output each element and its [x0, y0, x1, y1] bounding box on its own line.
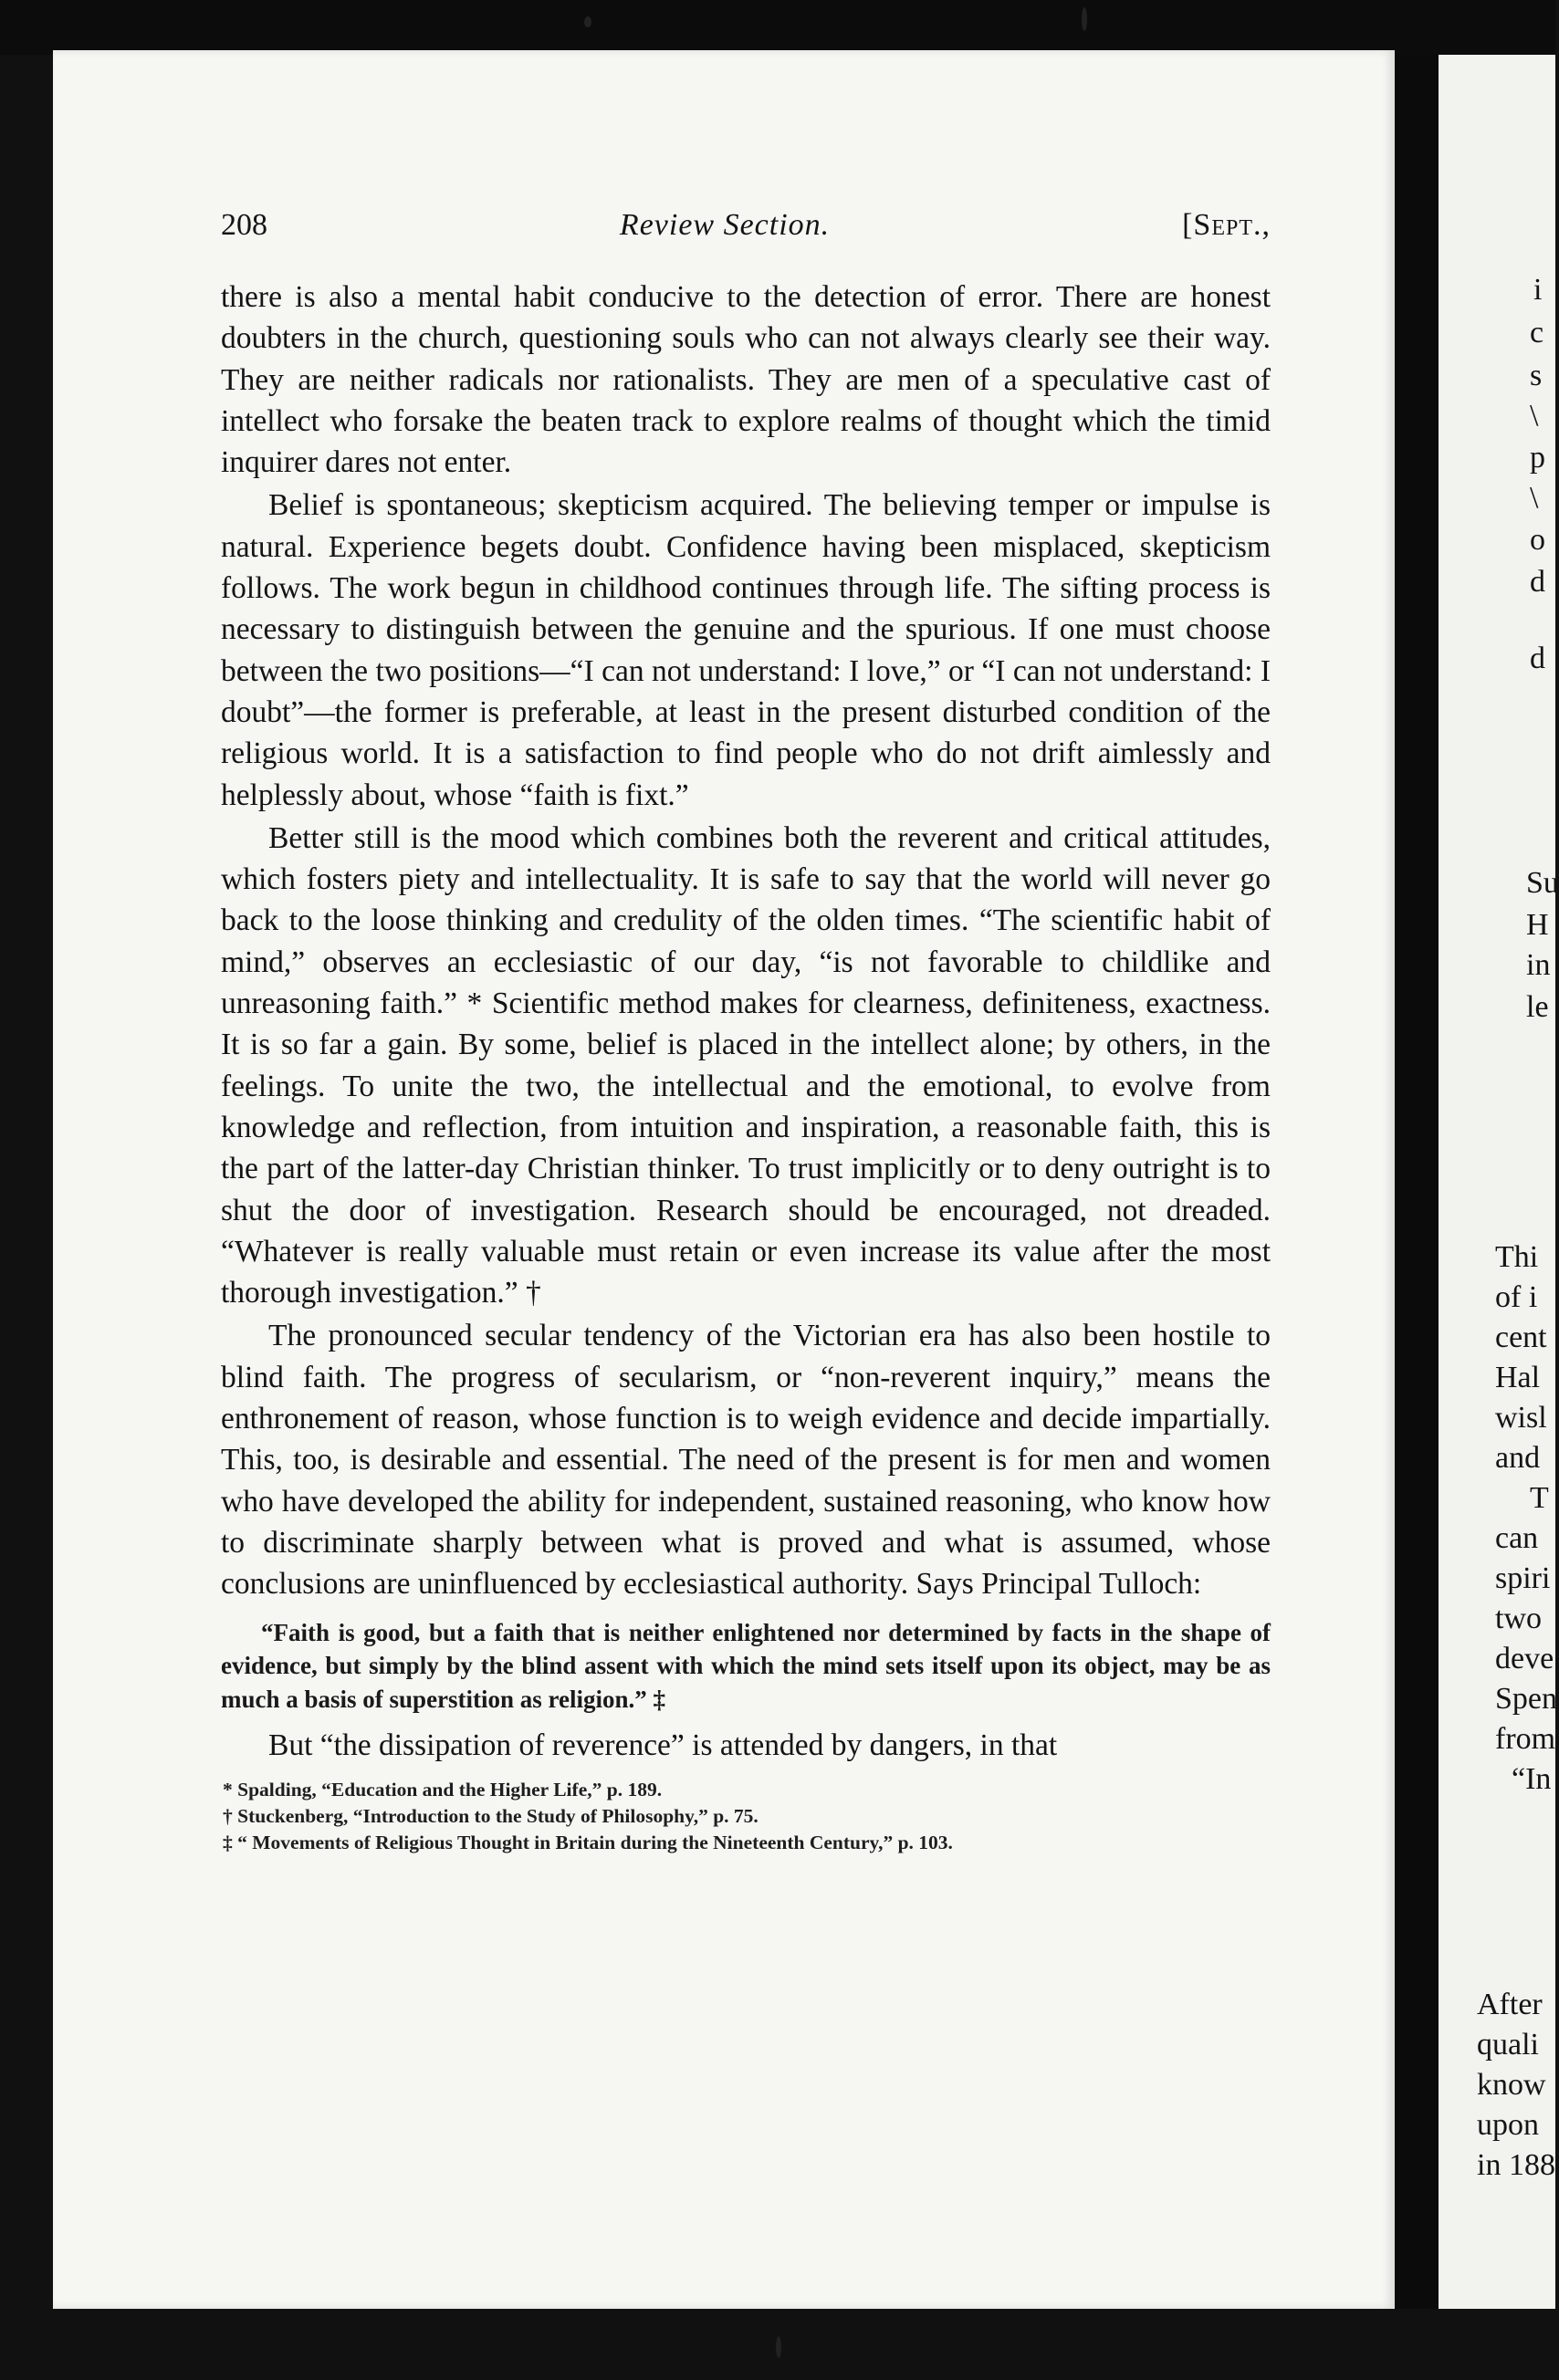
footnote: * Spalding, “Education and the Higher Life,” p. 189. [223, 1779, 663, 1801]
right-page-fragment: \ [1530, 399, 1539, 433]
right-page-fragment: in 188 [1477, 2148, 1555, 2182]
right-page-fragment: d [1530, 565, 1545, 599]
closing-line: But “the dissipation of reverence” is attended by dangers, in that [268, 1728, 1058, 1762]
right-page-fragment: in [1526, 948, 1551, 982]
scan-top-border [0, 0, 1555, 55]
right-page-fragment: spiri [1495, 1561, 1551, 1595]
right-page-partial [1439, 55, 1559, 2309]
right-page-fragment: Thi [1495, 1240, 1539, 1274]
right-page-fragment: two [1495, 1602, 1542, 1635]
right-page-fragment: Spen [1495, 1682, 1557, 1716]
book-spine-gutter [1395, 55, 1439, 2309]
right-page-fragment: know [1477, 2068, 1546, 2102]
section-title: Review Section. [619, 208, 831, 242]
page-number: 208 [221, 208, 267, 242]
scan-speck [1082, 7, 1087, 31]
running-head-month: [Sept., [1182, 208, 1271, 242]
right-page-fragment: “In [1512, 1762, 1552, 1796]
right-page-fragment: i [1533, 273, 1543, 307]
right-page-fragment: After [1477, 1988, 1543, 2021]
right-page-fragment: quali [1477, 2028, 1539, 2062]
right-page-fragment: c [1530, 316, 1544, 350]
page-text-block [221, 205, 1271, 1856]
right-page-fragment: T [1530, 1481, 1549, 1515]
right-page-fragment: p [1530, 441, 1545, 475]
right-page-fragment: of i [1495, 1280, 1538, 1314]
right-page-fragment: s [1530, 359, 1543, 392]
scan-speck [776, 2336, 781, 2358]
right-page-fragment: le [1526, 990, 1549, 1024]
right-page-fragment: \ [1530, 481, 1539, 515]
right-page-fragment: o [1530, 523, 1545, 557]
right-page-fragment: and [1495, 1441, 1541, 1475]
right-page-fragment: Hal [1495, 1361, 1541, 1394]
footnote: † Stuckenberg, “Introduction to the Study of Philosophy,” p. 75. [223, 1805, 759, 1828]
right-page-fragment: cent [1495, 1320, 1547, 1354]
right-page-fragment: upon [1477, 2108, 1539, 2142]
paragraph: The pronounced secular tendency of the Victorian era has also been hostile to blind faith. The progress of secularism, or “non-reverent inquiry,” means the enthronement of reason, whose function is to weigh evidence and decide impartially. This, too, is desirable and essential. The need of the present is for men and women who have developed the ability for independent, sustained reasoning, who know how to discriminate sharply between what is proved and what is assumed, whose conclusions are uninfluenced by ecclesiastical authority. Says Principal Tulloch: [221, 1319, 1271, 1602]
scan-speck [584, 16, 591, 27]
paragraph: Belief is spontaneous; skepticism acquired. The believing temper or impulse is natural. Experience begets doubt. Confidence having been misplaced, skepticism follows. The work begun in childhood continues through life. The sifting process is necessary to distinguish between the genuine and the spurious. If one must choose between the two positions—“I can not understand: I love,” or “I can not understand: I doubt”—the former is preferable, at least in the present disturbed condition of the religious world. It is a satisfaction to find people who do not drift aimlessly and helplessly about, whose “faith is fixt.” [221, 488, 1271, 812]
right-page-fragment: Su [1526, 866, 1559, 900]
right-page-fragment: can [1495, 1521, 1539, 1555]
block-quote: “Faith is good, but a faith that is neither enlightened nor determined by facts in the shape of evidence, but simply by the blind assent with which the mind sets itself upon its object, may be as much a basis of superstition as religion.” ‡ [221, 1618, 1271, 1713]
running-head [221, 205, 1271, 245]
paragraph: Better still is the mood which combines both the reverent and critical attitudes, which fosters piety and intellectuality. It is safe to say that the world will never go back to the loose thinking and credulity of the olden times. “The scientific habit of mind,” observes an ecclesiastic of our day, “is not favorable to childlike and unreasoning faith.” * Scientific method makes for clearness, definiteness, exactness. It is so far a gain. By some, belief is placed in the intellect alone; by others, in the feelings. To unite the two, the intellectual and the emotional, to evolve from knowledge and reflection, from intuition and inspiration, a reasonable faith, this is the part of the latter-day Christian thinker. To trust implicitly or to deny outright is to shut the door of investigation. Research should be encouraged, not dreaded. “Whatever is really valuable must retain or even increase its value after the most thorough investigation.” † [221, 820, 1271, 1310]
footnotes [221, 1777, 1271, 1856]
right-page-fragment: deve [1495, 1642, 1554, 1675]
footnote: ‡ “ Movements of Religious Thought in Britain during the Nineteenth Century,” p. 103. [223, 1832, 953, 1854]
right-page-fragment: H [1526, 908, 1549, 942]
right-page-fragment: wisl [1495, 1401, 1547, 1435]
right-page-fragment: d [1530, 642, 1545, 675]
right-page-fragment: from [1495, 1722, 1556, 1756]
paragraph: there is also a mental habit conducive to the detection of error. There are honest doubters in the church, questioning souls who can not always clearly see their way. They are neither radicals nor rationalists. They are men of a speculative cast of intellect who forsake the beaten track to explore realms of thought which the timid inquirer dares not enter. [221, 280, 1271, 480]
